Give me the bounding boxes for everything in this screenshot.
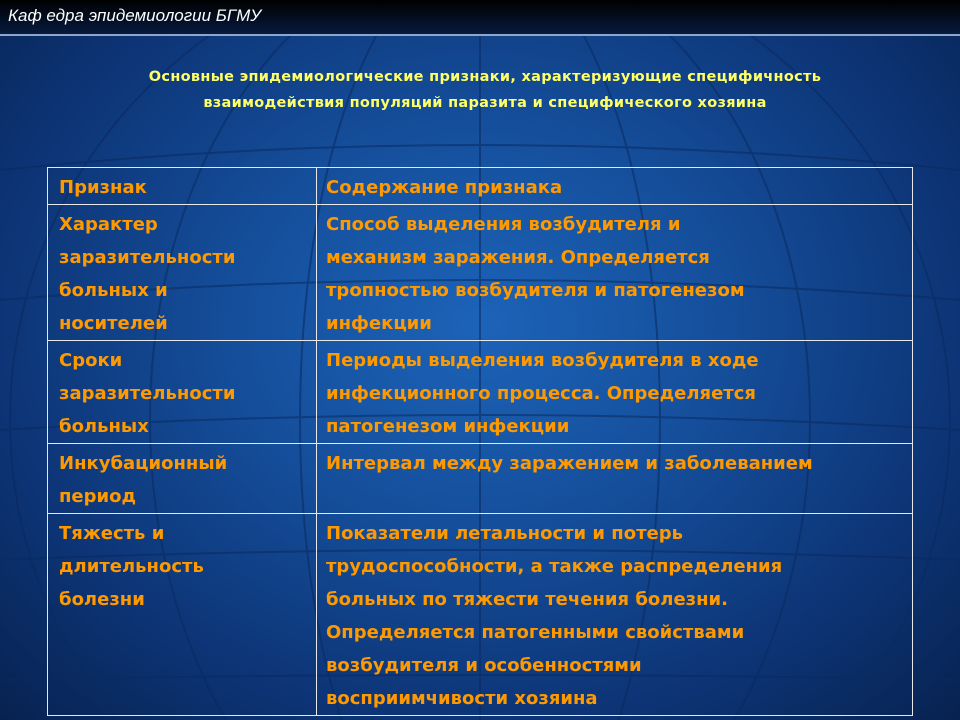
signs-table <box>47 167 913 716</box>
sign-line: болезни <box>59 589 145 610</box>
subtitle-line-1: Основные эпидемиологические признаки, характеризующие специфичность <box>148 69 822 85</box>
sign-cell <box>48 341 317 444</box>
table-row <box>48 444 913 514</box>
content-cell <box>317 444 913 514</box>
sign-line: заразительности <box>59 247 236 268</box>
sign-cell <box>48 514 317 716</box>
table-row <box>48 514 913 716</box>
slide-subtitle <box>60 64 910 116</box>
content-line: трудоспособности, а также распределения <box>326 556 783 577</box>
sign-line: длительность <box>59 556 204 577</box>
content-line: механизм заражения. Определяется <box>326 247 710 268</box>
sign-line: носителей <box>59 313 168 334</box>
subtitle-line-2: взаимодействия популяций паразита и специфического хозяина <box>203 95 767 111</box>
content-cell <box>317 205 913 341</box>
sign-line: больных и <box>59 280 168 301</box>
sign-line: Инкубационный <box>59 453 228 474</box>
sign-line: заразительности <box>59 383 236 404</box>
content-line: больных по тяжести течения болезни. <box>326 589 729 610</box>
sign-cell <box>48 444 317 514</box>
content-line: тропностью возбудителя и патогенезом <box>326 280 745 301</box>
content-line: Способ выделения возбудителя и <box>326 214 681 235</box>
sign-line: Сроки <box>59 350 123 371</box>
sign-line: больных <box>59 416 149 437</box>
content-line: Показатели летальности и потерь <box>326 523 684 544</box>
content-line: Периоды выделения возбудителя в ходе <box>326 350 759 371</box>
content-line: Определяется патогенными свойствами <box>326 622 745 643</box>
table-row <box>48 205 913 341</box>
content-cell <box>317 341 913 444</box>
column-header-content: Содержание признака <box>317 168 913 205</box>
table-header-row <box>48 168 913 205</box>
content-line: инфекции <box>326 313 432 334</box>
column-header-sign: Признак <box>48 168 317 205</box>
department-title: Каф едра эпидемиологии БГМУ <box>8 6 262 25</box>
content-line: возбудителя и особенностями <box>326 655 642 676</box>
sign-line: период <box>59 486 137 507</box>
header-bar <box>0 0 960 36</box>
sign-cell <box>48 205 317 341</box>
content-line: инфекционного процесса. Определяется <box>326 383 756 404</box>
table-row <box>48 341 913 444</box>
content-line: восприимчивости хозяина <box>326 688 598 709</box>
sign-line: Тяжесть и <box>59 523 165 544</box>
content-line: Интервал между заражением и заболеванием <box>326 453 813 474</box>
sign-line: Характер <box>59 214 158 235</box>
content-cell <box>317 514 913 716</box>
content-line: патогенезом инфекции <box>326 416 570 437</box>
